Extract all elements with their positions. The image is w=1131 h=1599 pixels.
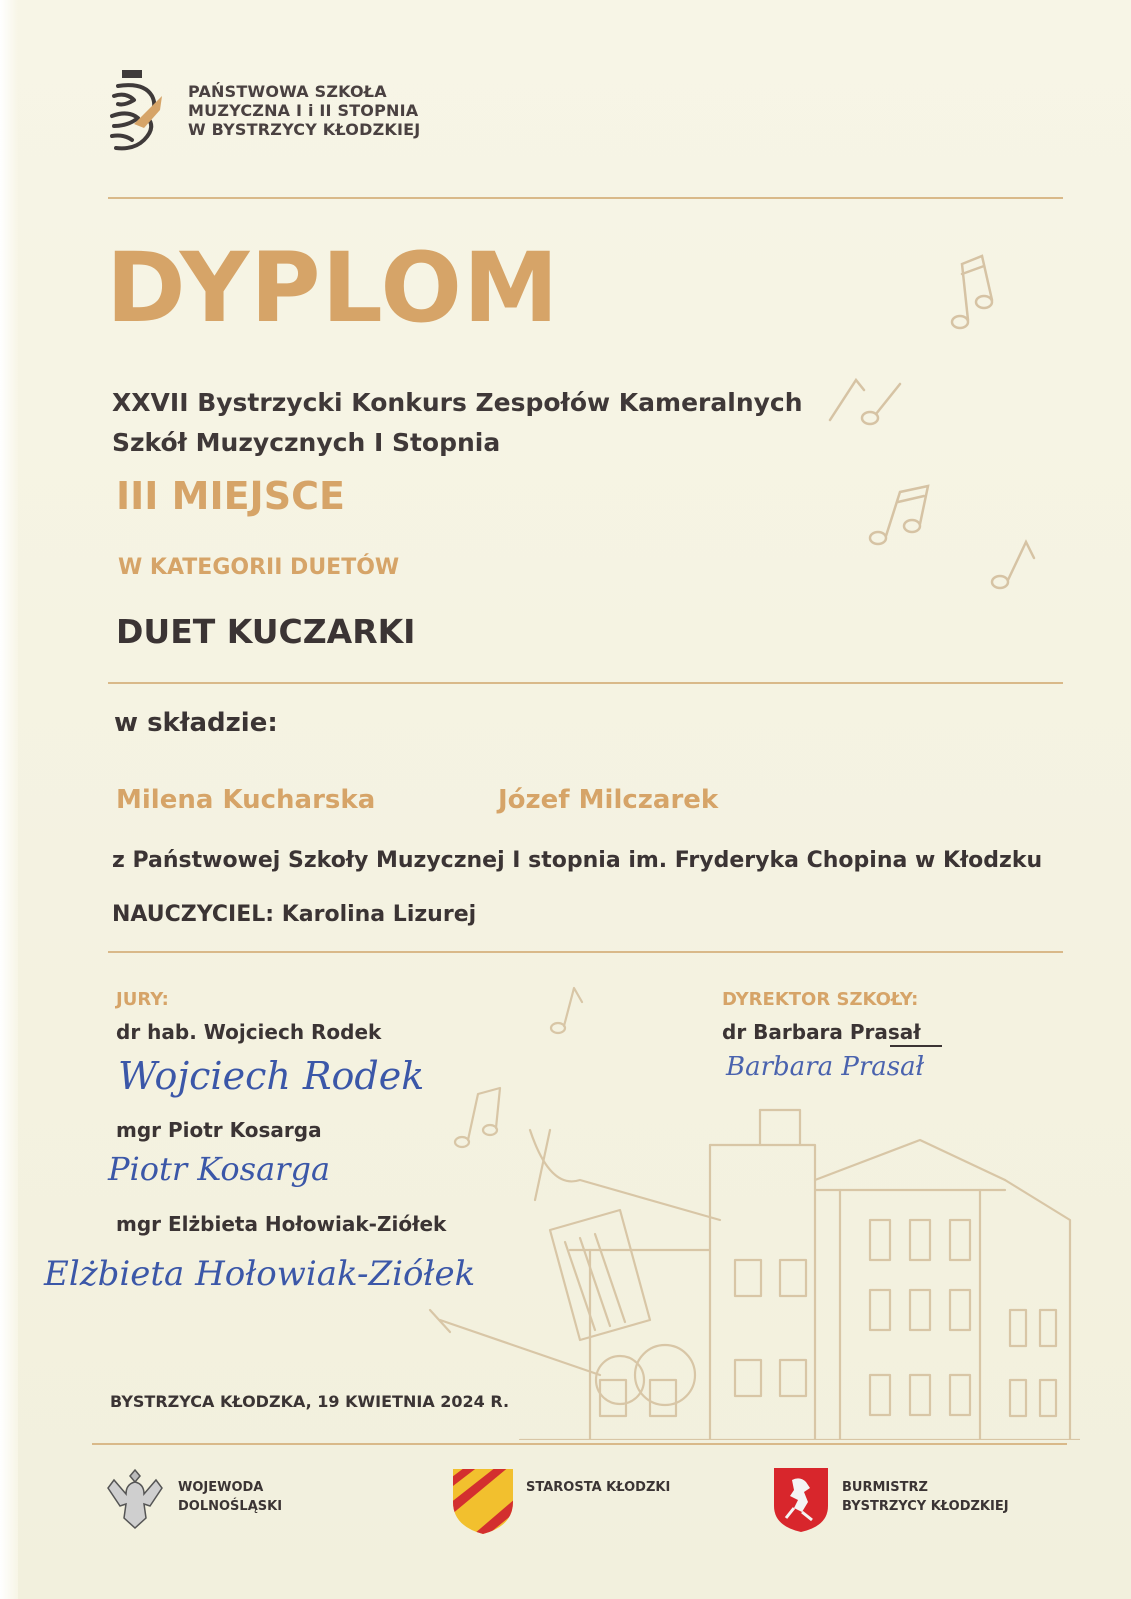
member-school: z Państwowej Szkoły Muzycznej I stopnia im. Fryderyka Chopina w Kłodzku [112, 848, 1043, 873]
sponsor-starosta [526, 1478, 670, 1497]
mid-divider [108, 682, 1063, 684]
member-name: Milena Kucharska [116, 785, 376, 815]
school-name [188, 82, 420, 139]
competition-name [112, 383, 803, 463]
jury-member-name: mgr Elżbieta Hołowiak-Ziółek [116, 1212, 447, 1236]
white-eagle-emblem-icon [104, 1462, 166, 1532]
school-name-line: MUZYCZNA I i II STOPNIA [188, 101, 419, 120]
signature-image: Piotr Kosarga [108, 1150, 331, 1188]
director-label: DYREKTOR SZKOŁY: [722, 989, 919, 1010]
school-lion-logo-icon [104, 66, 168, 160]
ensemble-name: DUET KUCZARKI [116, 612, 416, 651]
building-instruments-illustration [420, 980, 1080, 1440]
school-name-line: PAŃSTWOWA SZKOŁA [188, 82, 387, 101]
jury-divider [108, 951, 1063, 953]
teacher-name: NAUCZYCIEL: Karolina Lizurej [112, 902, 477, 927]
sponsor-line: DOLNOŚLĄSKI [178, 1499, 283, 1514]
sponsor-mayor [842, 1478, 1009, 1516]
sponsor-line: STAROSTA KŁODZKI [526, 1480, 671, 1495]
competition-line-1: XXVII Bystrzycki Konkurs Zespołów Kameralnych [112, 388, 803, 417]
date-place: BYSTRZYCA KŁODZKA, 19 KWIETNIA 2024 R. [110, 1392, 510, 1411]
yellow-red-shield-icon [450, 1466, 516, 1536]
red-lion-shield-icon [772, 1466, 830, 1534]
sponsor-line: BYSTRZYCY KŁODZKIEJ [842, 1499, 1009, 1514]
sponsor-line: BURMISTRZ [842, 1480, 928, 1495]
school-name-line: W BYSTRZYCY KŁODZKIEJ [188, 120, 421, 139]
music-notes-icon [820, 250, 1050, 600]
jury-member-name: mgr Piotr Kosarga [116, 1118, 322, 1142]
director-name: dr Barbara Prasał [722, 1020, 921, 1044]
members-label: w składzie: [114, 708, 278, 738]
competition-line-2: Szkół Muzycznych I Stopnia [112, 428, 501, 457]
jury-member-name: dr hab. Wojciech Rodek [116, 1020, 382, 1044]
header-divider [108, 197, 1063, 199]
signature-image: Barbara Prasał [726, 1052, 925, 1082]
member-name: Józef Milczarek [498, 785, 719, 815]
category-label: W KATEGORII DUETÓW [118, 555, 400, 580]
signature-image: Wojciech Rodek [118, 1054, 425, 1098]
jury-label: JURY: [116, 989, 169, 1010]
sponsor-line: WOJEWODA [178, 1480, 264, 1495]
page-edge [0, 0, 18, 1599]
place-award: III MIEJSCE [116, 474, 345, 518]
footer-divider [92, 1443, 1067, 1445]
sponsor-voivode [178, 1478, 282, 1516]
signature-image: Elżbieta Hołowiak-Ziółek [44, 1254, 476, 1294]
diploma-title: DYPLOM [106, 232, 560, 344]
